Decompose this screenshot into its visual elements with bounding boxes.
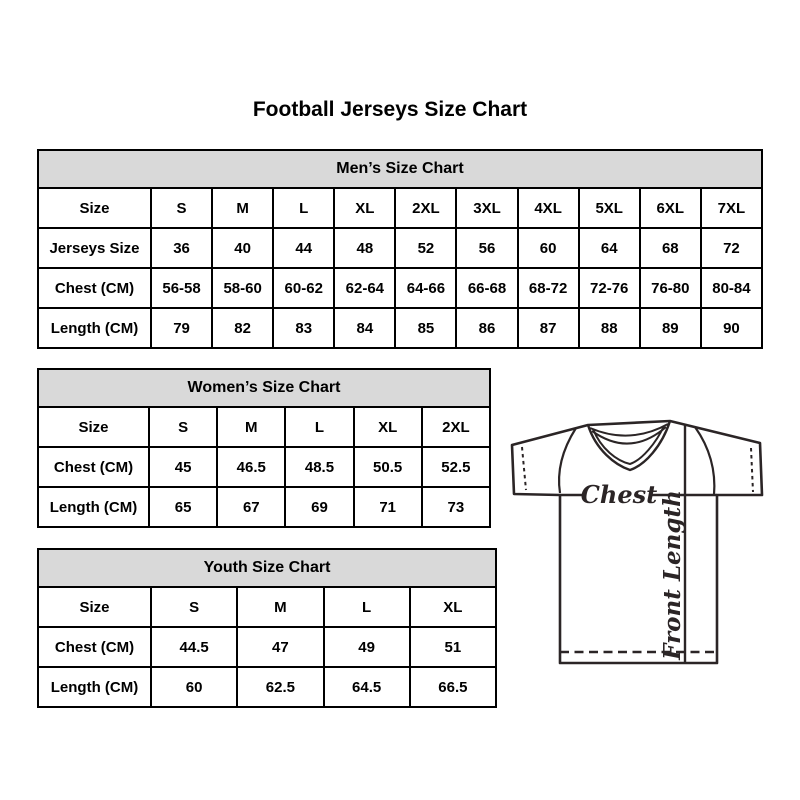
size-cell: 49: [324, 627, 410, 667]
size-cell: 3XL: [456, 188, 517, 228]
table-row: [38, 407, 490, 447]
size-cell: 66-68: [456, 268, 517, 308]
row-label: Size: [38, 407, 149, 447]
youth-header-row: [38, 549, 496, 587]
page-title: Football Jerseys Size Chart: [252, 98, 528, 121]
size-cell: 85: [395, 308, 456, 348]
size-cell: M: [217, 407, 285, 447]
size-cell: 83: [273, 308, 334, 348]
womens-size-table: [37, 368, 491, 528]
youth-size-table: [37, 548, 497, 708]
table-row: [38, 268, 762, 308]
table-row: [38, 487, 490, 527]
size-cell: 68: [640, 228, 701, 268]
size-cell: 82: [212, 308, 273, 348]
size-cell: 76-80: [640, 268, 701, 308]
size-cell: 60-62: [273, 268, 334, 308]
size-cell: 69: [285, 487, 353, 527]
size-cell: XL: [410, 587, 496, 627]
size-cell: 58-60: [212, 268, 273, 308]
size-cell: 62.5: [237, 667, 323, 707]
mens-table-title: Men’s Size Chart: [38, 150, 762, 188]
size-cell: 48.5: [285, 447, 353, 487]
size-cell: L: [324, 587, 410, 627]
size-cell: 84: [334, 308, 395, 348]
table-row: [38, 308, 762, 348]
size-cell: 48: [334, 228, 395, 268]
size-cell: 51: [410, 627, 496, 667]
size-cell: 2XL: [422, 407, 490, 447]
size-cell: XL: [354, 407, 422, 447]
size-cell: L: [285, 407, 353, 447]
chest-label: Chest: [580, 480, 658, 509]
size-cell: 2XL: [395, 188, 456, 228]
size-cell: 64: [579, 228, 640, 268]
size-cell: 60: [518, 228, 579, 268]
size-cell: 68-72: [518, 268, 579, 308]
size-cell: 86: [456, 308, 517, 348]
table-row: [38, 667, 496, 707]
size-cell: 60: [151, 667, 237, 707]
table-row: [38, 447, 490, 487]
row-label: Length (CM): [38, 308, 151, 348]
size-cell: 40: [212, 228, 273, 268]
size-cell: 88: [579, 308, 640, 348]
size-cell: 47: [237, 627, 323, 667]
row-label: Length (CM): [38, 667, 151, 707]
table-row: [38, 188, 762, 228]
size-cell: 50.5: [354, 447, 422, 487]
size-cell: 36: [151, 228, 212, 268]
size-cell: 79: [151, 308, 212, 348]
size-cell: 5XL: [579, 188, 640, 228]
size-cell: 7XL: [701, 188, 762, 228]
table-row: [38, 228, 762, 268]
row-label: Chest (CM): [38, 447, 149, 487]
row-label: Jerseys Size: [38, 228, 151, 268]
row-label: Chest (CM): [38, 268, 151, 308]
row-label: Size: [38, 188, 151, 228]
womens-header-row: [38, 369, 490, 407]
youth-table-title: Youth Size Chart: [38, 549, 496, 587]
left-armhole-seam: [559, 428, 576, 493]
size-cell: S: [151, 587, 237, 627]
size-cell: XL: [334, 188, 395, 228]
table-row: [38, 627, 496, 667]
mens-size-table: [37, 149, 763, 349]
right-cuff-dashed-line: [751, 448, 753, 492]
size-cell: 44.5: [151, 627, 237, 667]
size-cell: 52.5: [422, 447, 490, 487]
size-cell: 52: [395, 228, 456, 268]
size-cell: 56: [456, 228, 517, 268]
size-cell: 66.5: [410, 667, 496, 707]
size-cell: 4XL: [518, 188, 579, 228]
size-cell: M: [237, 587, 323, 627]
size-cell: 45: [149, 447, 217, 487]
table-row: [38, 587, 496, 627]
size-cell: 56-58: [151, 268, 212, 308]
mens-header-row: [38, 150, 762, 188]
size-cell: M: [212, 188, 273, 228]
size-cell: L: [273, 188, 334, 228]
size-cell: 87: [518, 308, 579, 348]
front-length-label: Front Length: [659, 490, 686, 660]
size-cell: 62-64: [334, 268, 395, 308]
row-label: Length (CM): [38, 487, 149, 527]
jersey-diagram: [503, 403, 773, 698]
left-cuff-dashed-line: [522, 447, 526, 490]
size-cell: 64.5: [324, 667, 410, 707]
jersey-outline: [512, 421, 762, 663]
size-cell: 71: [354, 487, 422, 527]
size-cell: 72-76: [579, 268, 640, 308]
size-cell: 64-66: [395, 268, 456, 308]
womens-table-title: Women’s Size Chart: [38, 369, 490, 407]
size-cell: 44: [273, 228, 334, 268]
size-cell: 46.5: [217, 447, 285, 487]
size-cell: 72: [701, 228, 762, 268]
size-cell: 80-84: [701, 268, 762, 308]
size-cell: 67: [217, 487, 285, 527]
row-label: Size: [38, 587, 151, 627]
right-armhole-seam: [695, 427, 714, 495]
size-cell: 73: [422, 487, 490, 527]
size-cell: S: [149, 407, 217, 447]
size-cell: S: [151, 188, 212, 228]
row-label: Chest (CM): [38, 627, 151, 667]
size-cell: 90: [701, 308, 762, 348]
size-cell: 65: [149, 487, 217, 527]
size-cell: 89: [640, 308, 701, 348]
size-cell: 6XL: [640, 188, 701, 228]
